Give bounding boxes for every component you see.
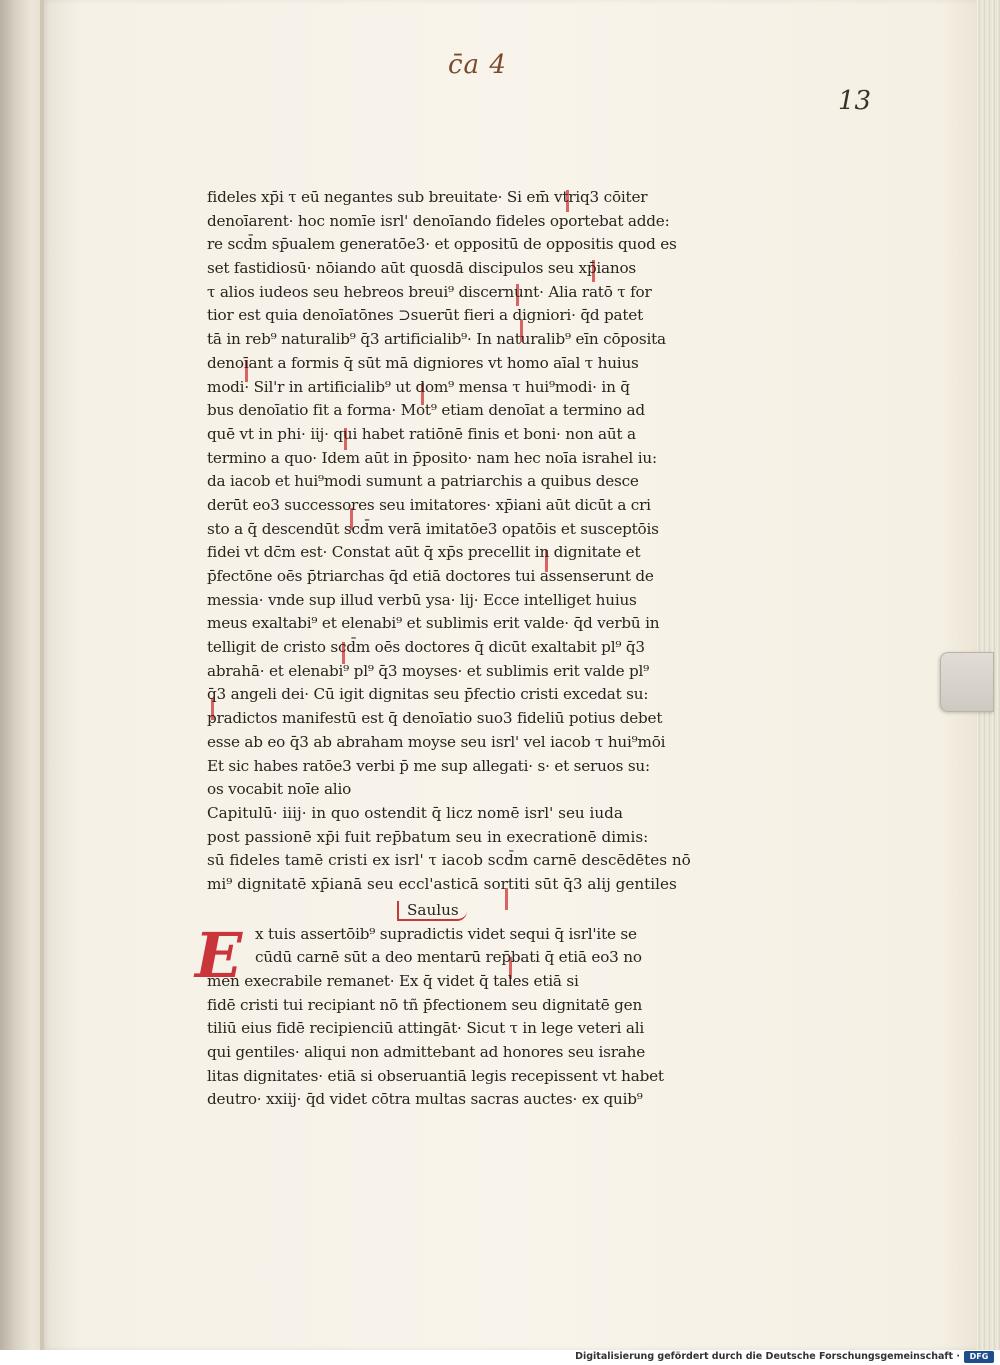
text-line: re scd̄m sp̄ualem generatōe3· et oppositū de oppositis quod es bbox=[207, 235, 677, 254]
text-line: deutro· xxiij· q̄d videt cōtra multas sacras auctes· ex quib⁹ bbox=[207, 1090, 643, 1109]
text-line: modi· Sil'r in artificialib⁹ ut dom⁹ mensa τ hui⁹modi· in q̄ bbox=[207, 377, 630, 396]
text-line: tior est quia denoīatōnes ⊃suerūt fieri a digniori· q̄d patet bbox=[207, 306, 643, 325]
section-paragraph bbox=[207, 923, 747, 1113]
speaker-heading bbox=[207, 897, 747, 923]
footer-credit: Digitalisierung gefördert durch die Deutsche Forschungsgemeinschaft · bbox=[575, 1351, 960, 1362]
text-line: fidei vt dc̄m est· Constat aūt q̄ xp̄s precellit in dignitate et bbox=[207, 543, 641, 562]
text-line: telligit de cristo scd̄m oēs doctores q̄ dicūt exaltabit pl⁹ q̄3 bbox=[207, 638, 645, 657]
text-line: derūt eo3 successores seu imitatores· xp̄iani aūt dicūt a cri bbox=[207, 495, 651, 514]
text-line: τ alios iudeos seu hebreos breui⁹ discernunt· Alia ratō τ for bbox=[207, 282, 652, 301]
text-line: x tuis assertōib⁹ supradictis videt sequi q̄ isrl'ite se bbox=[255, 924, 637, 943]
text-line: tiliū eius fidē recipienciū attingāt· Sicut τ in lege veteri ali bbox=[207, 1019, 645, 1038]
dfg-logo: DFG bbox=[964, 1351, 994, 1363]
decorated-initial: E bbox=[195, 918, 243, 992]
text-line: meus exaltabi⁹ et elenabi⁹ et sublimis erit valde· q̄d verbū in bbox=[207, 614, 660, 633]
text-line: q̄3 angeli dei· Cū igit dignitas seu p̄fectio cristi excedat su: bbox=[207, 685, 649, 704]
text-line: litas dignitates· etiā si obseruantiā legis recepissent vt habet bbox=[207, 1066, 664, 1085]
bookmark-tab bbox=[940, 652, 994, 712]
text-line: fideles xp̄i τ eū negantes sub breuitate· Si em̄ vtriq3 cōiter bbox=[207, 188, 648, 206]
text-line: abrahā· et elenabi⁹ pl⁹ q̄3 moyses· et sublimis erit valde pl⁹ bbox=[207, 661, 650, 680]
text-line: bus denoīatio fit a forma· Mot⁹ etiam denoīat a termino ad bbox=[207, 401, 645, 420]
text-line: post passionē xp̄i fuit rep̄batum seu in execrationē dimis: bbox=[207, 827, 649, 846]
text-line: cūdū carnē sūt a deo mentarū rep̄bati q̄ etiā eo3 no bbox=[255, 948, 642, 967]
text-line: tā in reb⁹ naturalib⁹ q̄3 artificialib⁹· In naturalib⁹ eīn cōposita bbox=[207, 330, 666, 349]
section-with-initial bbox=[195, 918, 747, 1113]
text-block bbox=[195, 186, 747, 1112]
text-line: esse ab eo q̄3 ab abraham moyse seu isrl' vel iacob τ hui⁹mōi bbox=[207, 732, 666, 751]
sheet-mark: c̄a 4 bbox=[448, 50, 507, 80]
text-line: qui gentiles· aliqui non admittebant ad honores seu israhe bbox=[207, 1043, 645, 1062]
text-line: Capitulū· iiij· in quo ostendit q̄ licz nomē isrl' seu iuda bbox=[207, 803, 623, 822]
text-line: fidē cristi tui recipiant nō tñ p̄fectionem seu dignitatē gen bbox=[207, 995, 643, 1014]
text-line: quē vt in phi· iij· qui habet ratiōnē finis et boni· non aūt a bbox=[207, 424, 636, 443]
text-line: da iacob et hui⁹modi sumunt a patriarchis a quibus desce bbox=[207, 472, 639, 491]
text-line: pradictos manifestū est q̄ denoīatio suo3 fideliū potius debet bbox=[207, 709, 663, 728]
text-line: sū fideles tamē cristi ex isrl' τ iacob scd̄m carnē descēdētes nō bbox=[207, 851, 691, 870]
chapter-heading bbox=[207, 802, 747, 897]
text-line: os vocabit noīe alio bbox=[207, 780, 352, 799]
text-line: denoīant a formis q̄ sūt mā digniores vt homo aīal τ huius bbox=[207, 353, 639, 372]
text-line: denoīarent· hoc nomīe isrl' denoīando fideles oportebat adde: bbox=[207, 211, 670, 230]
digitization-footer bbox=[0, 1350, 1000, 1365]
body-paragraph bbox=[207, 186, 747, 802]
text-line: messia· vnde sup illud verbū ysa· lij· Ecce intelliget huius bbox=[207, 590, 637, 609]
folio-number: 13 bbox=[838, 86, 872, 116]
speaker-name: Saulus bbox=[397, 901, 467, 921]
text-line: men execrabile remanet· Ex q̄ videt q̄ tales etiā si bbox=[207, 972, 579, 990]
text-line: sto a q̄ descendūt scd̄m verā imitatōe3 opatōis et susceptōis bbox=[207, 519, 659, 538]
text-line: set fastidiosū· nōiando aūt quosdā discipulos seu xp̄ianos bbox=[207, 259, 636, 278]
text-line: Et sic habes ratōe3 verbi p̄ me sup allegati· s· et seruos su: bbox=[207, 756, 650, 775]
text-line: p̄fectōne oēs p̄triarchas q̄d etiā doctores tui assenserunt de bbox=[207, 567, 654, 585]
text-line: mi⁹ dignitatē xp̄ianā seu eccl'asticā sortiti sūt q̄3 alij gentiles bbox=[207, 874, 677, 893]
text-line: termino a quo· Idem aūt in p̄posito· nam hec noīa israhel iu: bbox=[207, 448, 657, 467]
